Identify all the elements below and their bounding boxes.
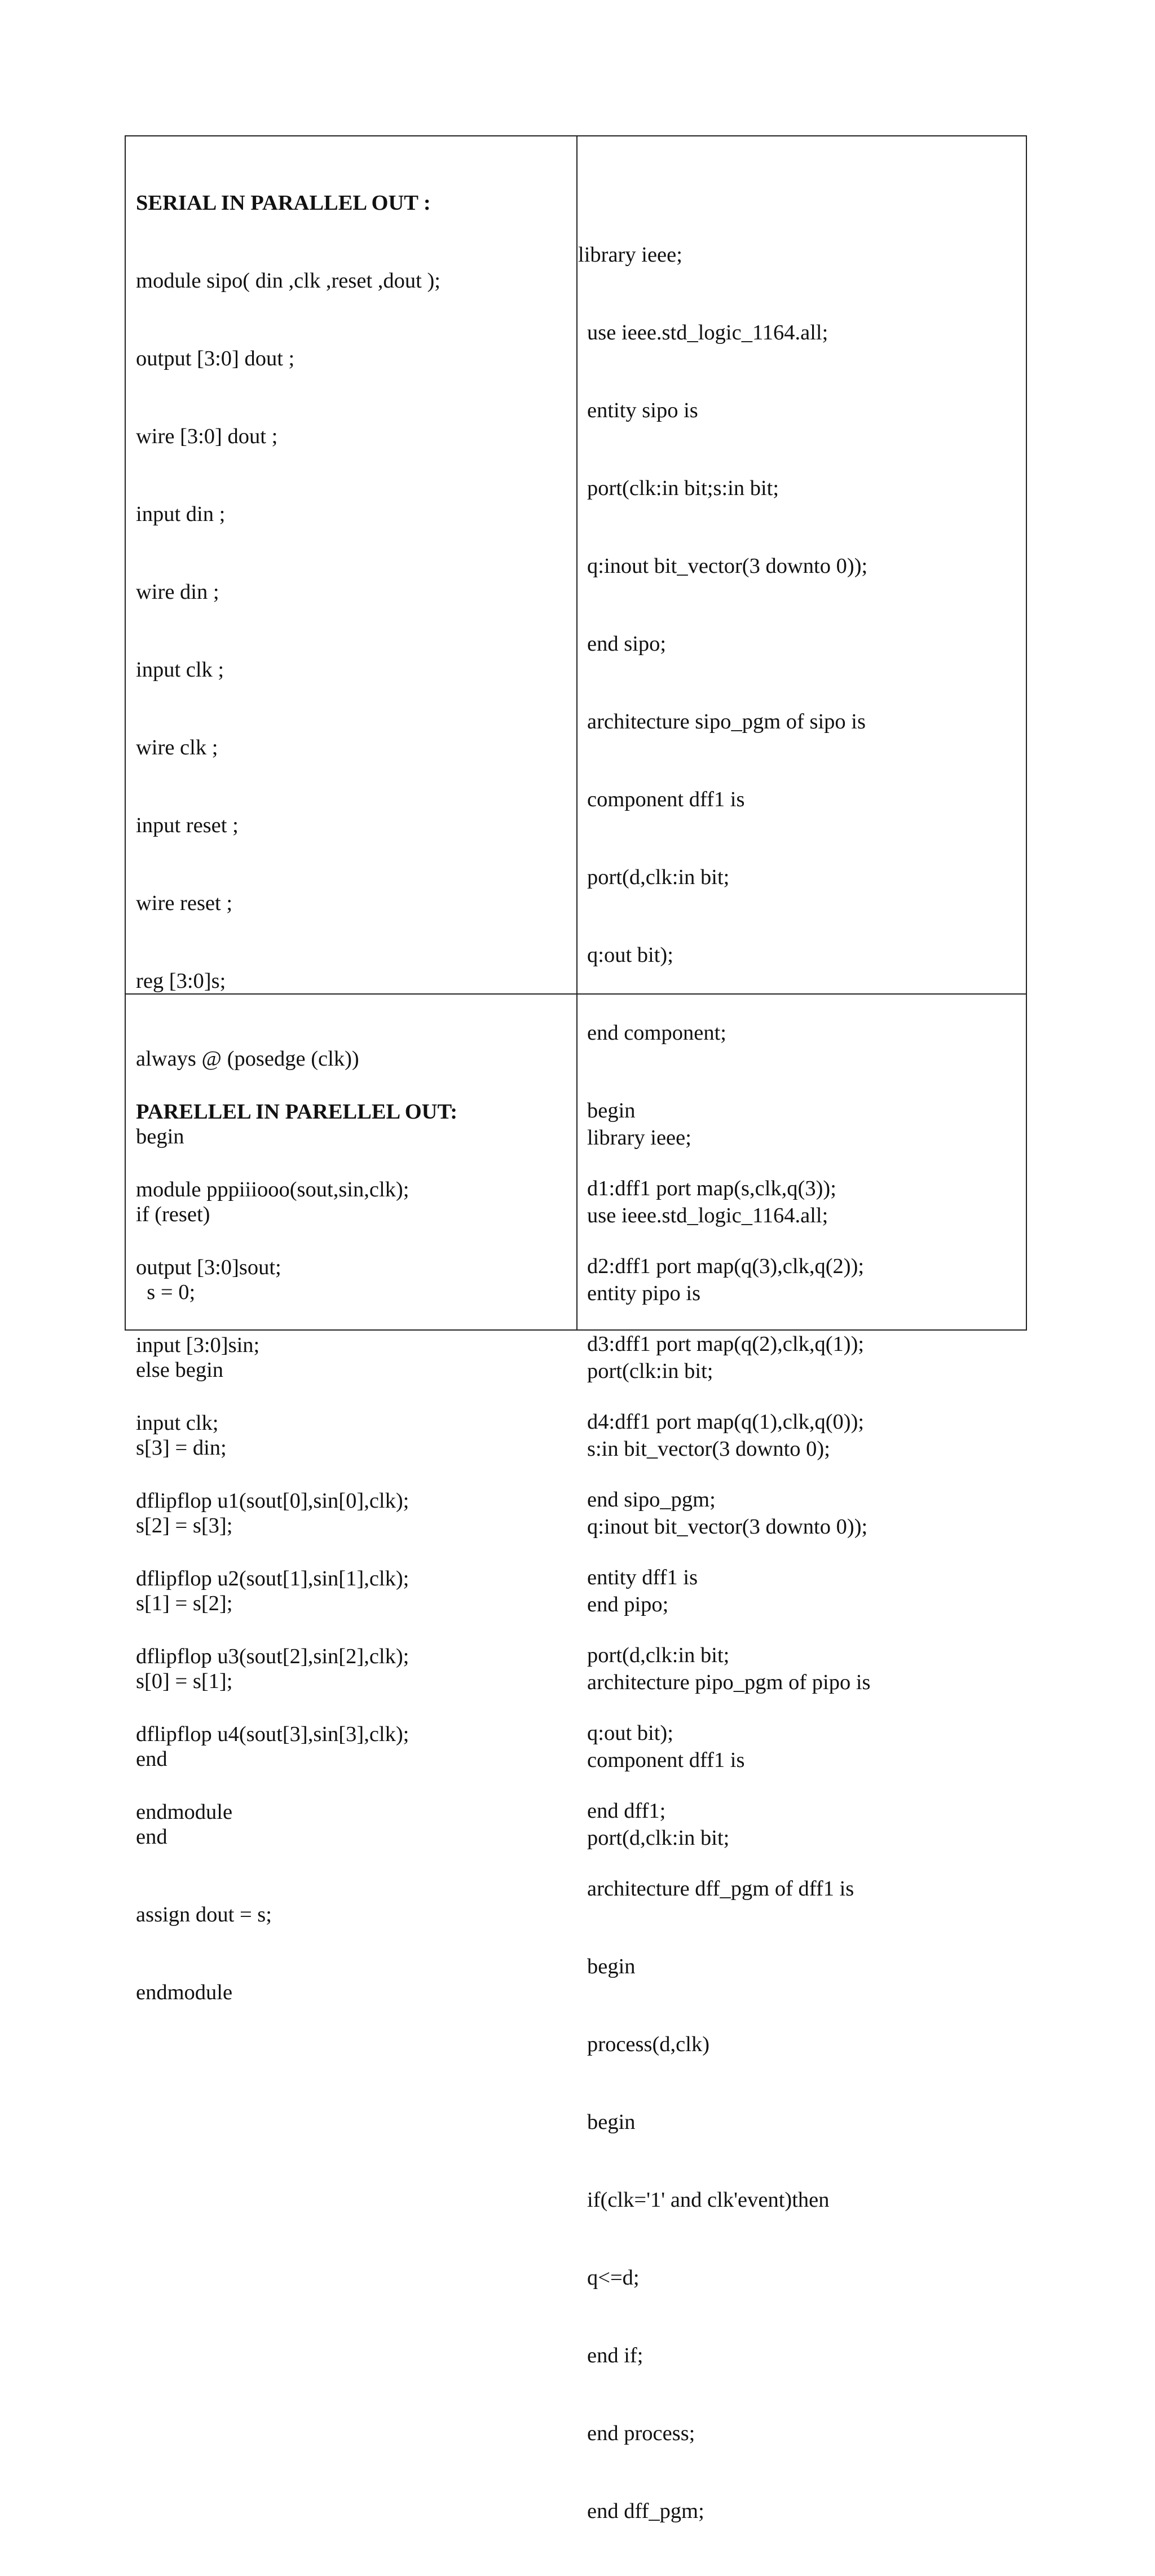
code-line: begin [136, 1125, 184, 1148]
code-line: s[0] = s[1]; [136, 1669, 233, 1693]
code-line: assign dout = s; [136, 1903, 272, 1927]
code-line: s:in bit_vector(3 downto 0); [587, 1437, 830, 1461]
code-line: end [136, 1825, 167, 1849]
column-divider [576, 136, 578, 1329]
code-line: component dff1 is [587, 788, 745, 811]
code-line: end dff1; [587, 1799, 666, 1823]
code-line: port(clk:in bit; [587, 1359, 713, 1383]
code-line: module sipo( din ,clk ,reset ,dout ); [136, 269, 440, 293]
code-line: else begin [136, 1358, 224, 1382]
code-line: component dff1 is [587, 1748, 745, 1772]
code-line: begin [587, 1099, 636, 1123]
code-line: input reset ; [136, 814, 239, 837]
code-line: entity sipo is [587, 399, 698, 422]
code-line: end dff_pgm; [587, 2499, 704, 2523]
code-line: wire reset ; [136, 891, 233, 915]
code-line: d2:dff1 port map(q(3),clk,q(2)); [587, 1254, 865, 1278]
code-line: dflipflop u1(sout[0],sin[0],clk); [136, 1489, 409, 1513]
code-line: port(d,clk:in bit; [587, 865, 730, 889]
sipo-heading: SERIAL IN PARALLEL OUT : [136, 191, 431, 215]
code-line: entity pipo is [587, 1282, 701, 1305]
code-line: library ieee; [587, 1126, 691, 1150]
pipo-heading: PARELLEL IN PARELLEL OUT: [136, 1100, 458, 1124]
code-line: if (reset) [136, 1203, 210, 1226]
code-line: s = 0; [136, 1280, 196, 1304]
code-line: input din ; [136, 502, 226, 526]
code-line: end sipo; [587, 632, 667, 656]
code-line: reg [3:0]s; [136, 969, 226, 993]
code-line: end sipo_pgm; [587, 1488, 716, 1512]
code-line: q:inout bit_vector(3 downto 0)); [587, 554, 868, 578]
code-line: architecture dff_pgm of dff1 is [587, 1877, 854, 1901]
code-line: port(d,clk:in bit; [587, 1826, 730, 1850]
code-line: end process; [587, 2422, 695, 2445]
code-line: end [136, 1747, 167, 1771]
pipo-vhdl-cell [587, 1073, 871, 1903]
code-line: library ieee; [578, 243, 682, 267]
code-line: q:out bit); [587, 1721, 673, 1745]
pipo-verilog-cell [136, 1047, 457, 1877]
code-line: use ieee.std_logic_1164.all; [587, 321, 828, 344]
code-line: q:out bit); [587, 943, 673, 967]
code-line: s[3] = din; [136, 1436, 227, 1460]
code-line: end component; [587, 1021, 726, 1045]
code-line: wire [3:0] dout ; [136, 425, 278, 448]
code-line: port(d,clk:in bit; [587, 1643, 730, 1667]
code-line: architecture sipo_pgm of sipo is [587, 710, 866, 734]
code-line: d1:dff1 port map(s,clk,q(3)); [587, 1177, 836, 1200]
code-line: input [3:0]sin; [136, 1333, 260, 1357]
code-line: dflipflop u2(sout[1],sin[1],clk); [136, 1567, 409, 1590]
code-line: dflipflop u3(sout[2],sin[2],clk); [136, 1645, 409, 1668]
code-line: s[1] = s[2]; [136, 1592, 233, 1615]
code-line: output [3:0] dout ; [136, 347, 295, 370]
code-line: output [3:0]sout; [136, 1256, 281, 1279]
code-line: if(clk='1' and clk'event)then [587, 2188, 830, 2212]
code-table [125, 135, 1027, 2523]
code-line: input clk ; [136, 658, 224, 682]
code-line: begin [587, 2110, 636, 2134]
code-line: d3:dff1 port map(q(2),clk,q(1)); [587, 1332, 865, 1356]
code-line: entity dff1 is [587, 1566, 698, 1589]
code-line: port(clk:in bit;s:in bit; [587, 476, 779, 500]
code-line: module pppiiiooo(sout,sin,clk); [136, 1178, 409, 1201]
code-line: architecture pipo_pgm of pipo is [587, 1671, 871, 1694]
code-line: use ieee.std_logic_1164.all; [587, 1204, 828, 1227]
code-line: s[2] = s[3]; [136, 1514, 233, 1537]
code-line: q<=d; [587, 2266, 640, 2290]
code-line: wire din ; [136, 580, 219, 604]
code-line: endmodule [136, 1981, 233, 2004]
code-line: end if; [587, 2344, 643, 2367]
code-line: process(d,clk) [587, 2032, 710, 2056]
code-line: q:inout bit_vector(3 downto 0)); [587, 1515, 868, 1539]
code-line: always @ (posedge (clk)) [136, 1047, 359, 1071]
code-line: dflipflop u4(sout[3],sin[3],clk); [136, 1722, 409, 1746]
code-line: input clk; [136, 1411, 219, 1435]
code-line: begin [587, 1955, 636, 1978]
code-line: d4:dff1 port map(q(1),clk,q(0)); [587, 1410, 865, 1434]
code-line: end pipo; [587, 1593, 669, 1616]
code-line: endmodule [136, 1800, 233, 1824]
code-line: wire clk ; [136, 736, 218, 759]
